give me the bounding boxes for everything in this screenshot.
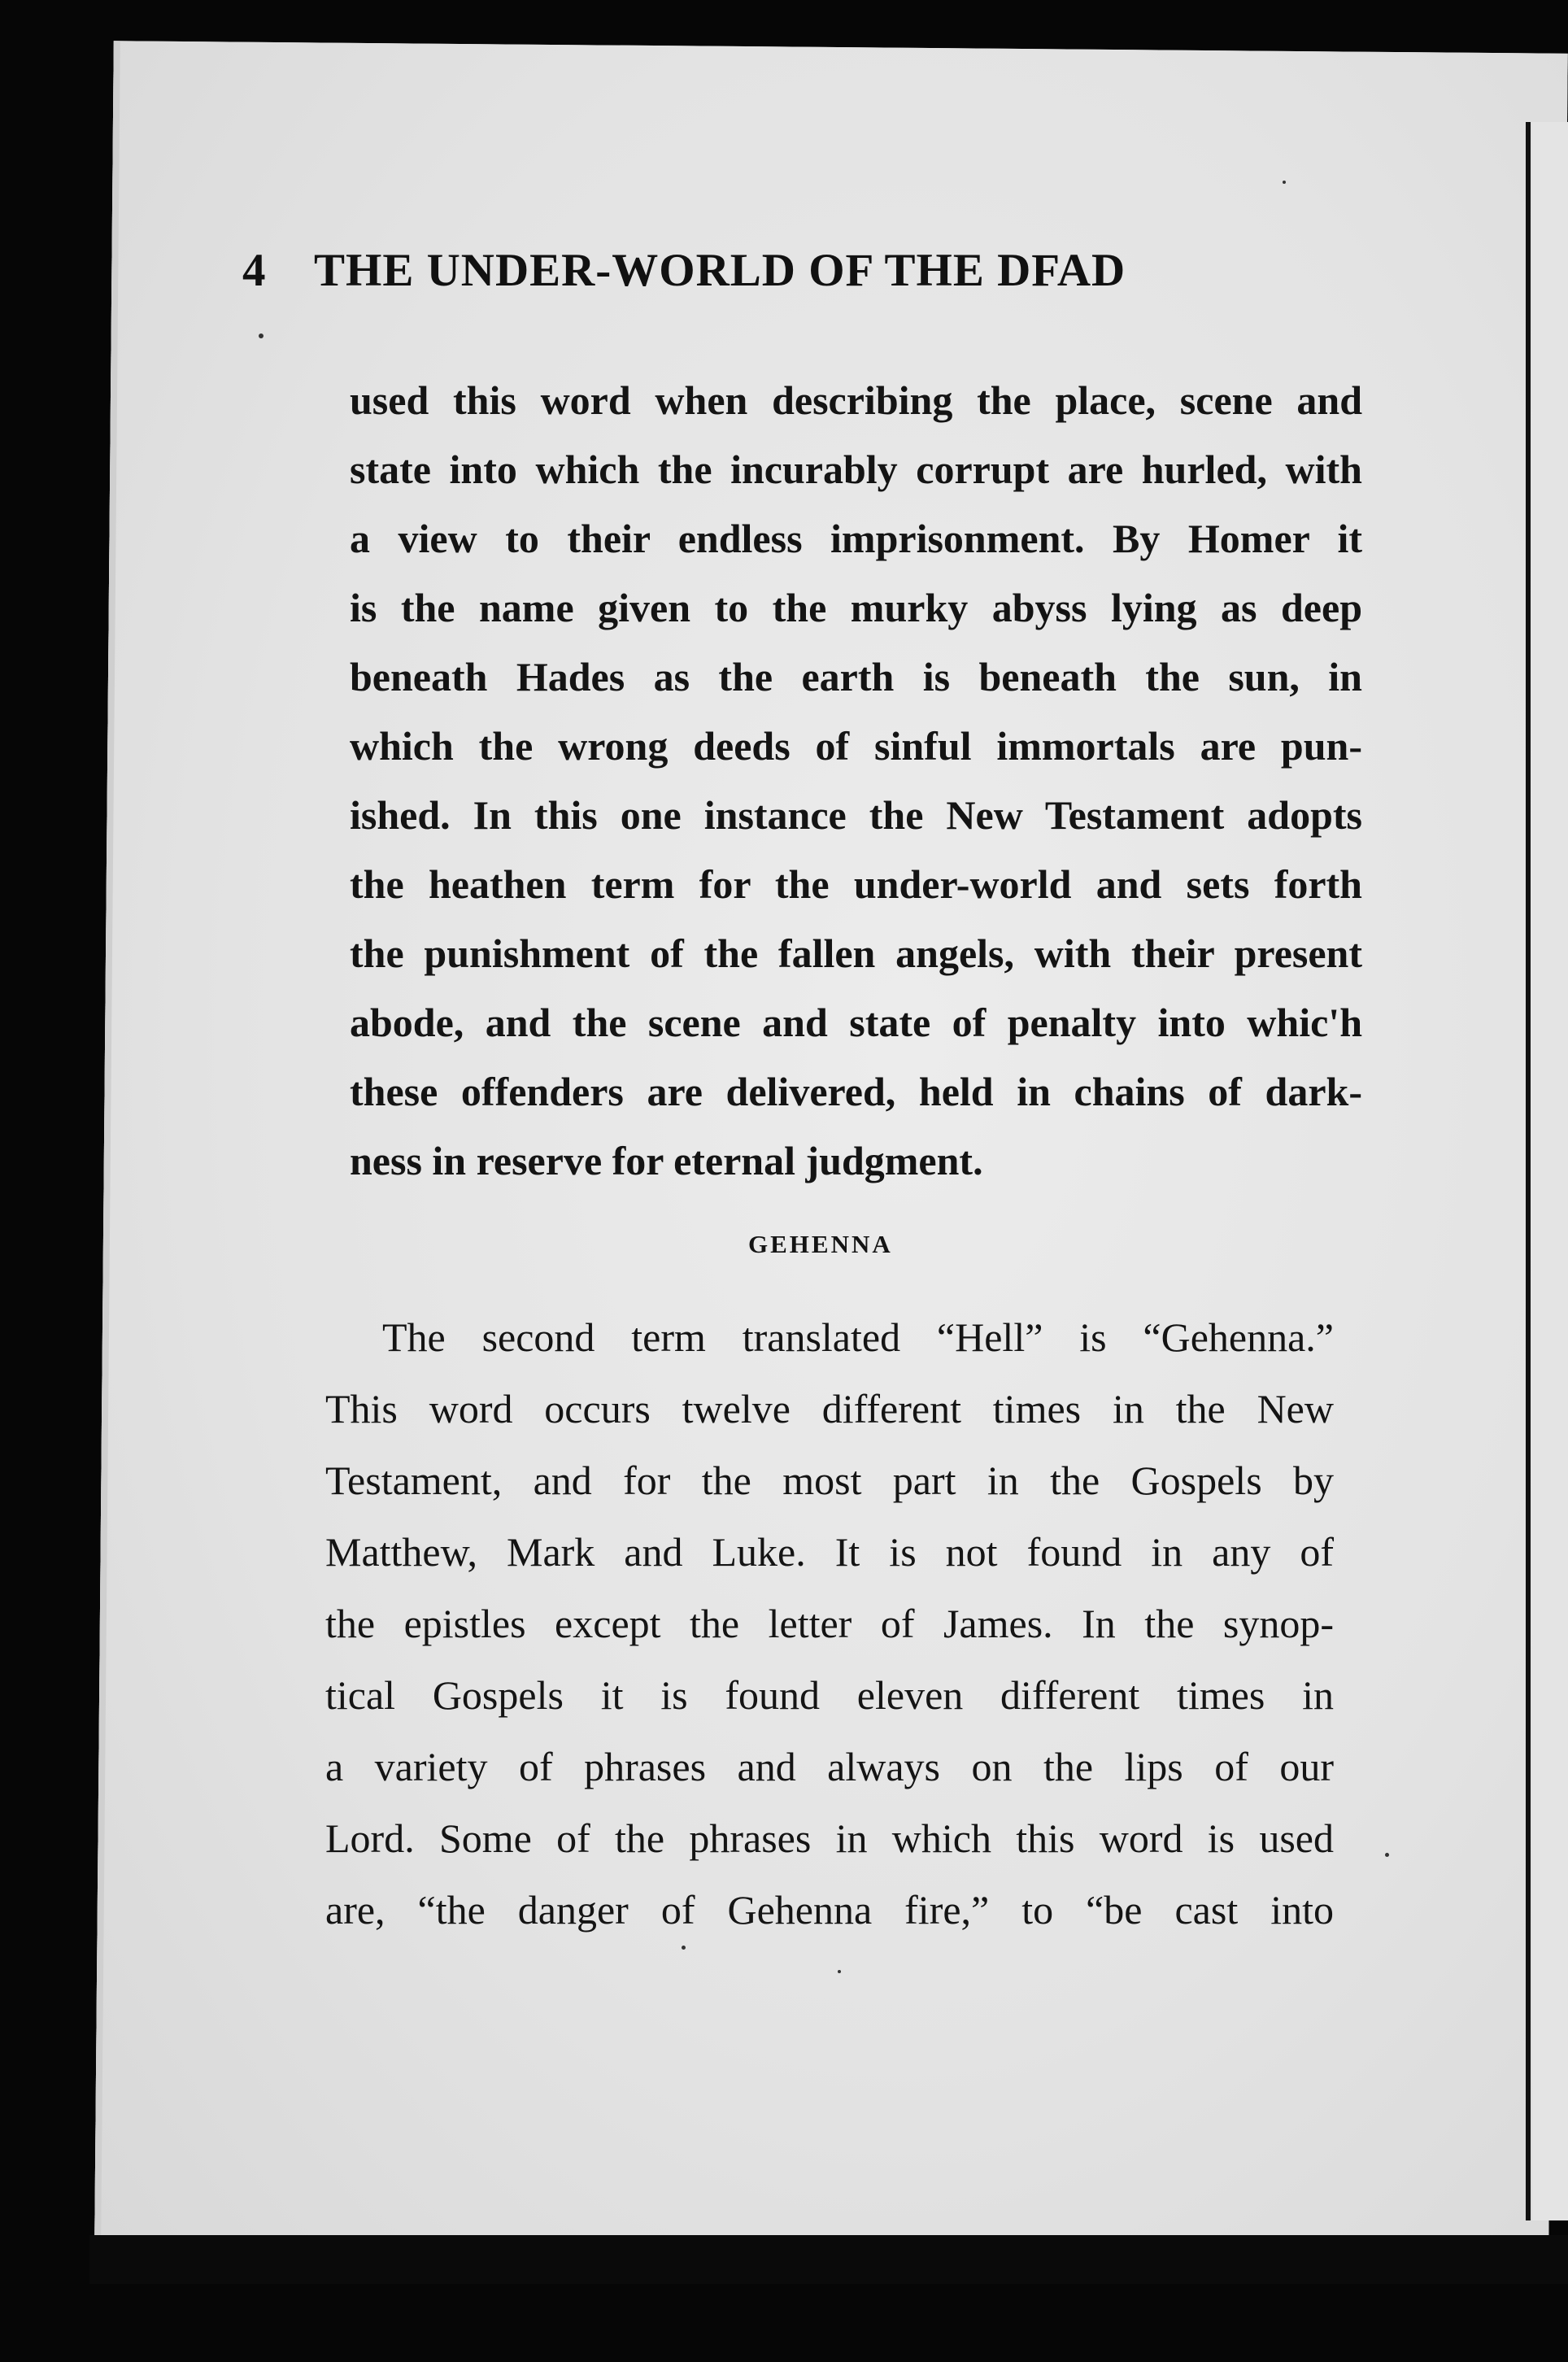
scan-speck xyxy=(1283,181,1286,184)
section-heading: GEHENNA xyxy=(748,1230,893,1258)
page-number: 4 xyxy=(242,245,267,296)
text-line: ished. In this one instance the New Testament adopts xyxy=(350,792,1362,838)
text-line: the epistles except the letter of James. In the synop- xyxy=(325,1601,1334,1646)
text-line: The second term translated “Hell” is “Gehenna.” xyxy=(382,1314,1334,1360)
text-line: these offenders are delivered, held in chains of dark- xyxy=(350,1069,1362,1114)
paragraph-1 xyxy=(350,366,1362,1196)
text-line: which the wrong deeds of sinful immortals are pun- xyxy=(350,723,1362,769)
text-line: the punishment of the fallen angels, with their present xyxy=(350,930,1362,976)
scan-speck xyxy=(682,1946,686,1950)
text-line: a view to their endless imprisonment. By Homer it xyxy=(350,516,1362,561)
text-line: This word occurs twelve different times in the New xyxy=(325,1386,1334,1432)
text-line: used this word when describing the place, scene and xyxy=(350,377,1362,423)
text-line: Matthew, Mark and Luke. It is not found in any of xyxy=(325,1529,1334,1575)
scan-speck xyxy=(838,1970,841,1973)
paragraph-2 xyxy=(325,1301,1334,1946)
facing-page-edge xyxy=(1532,122,1568,2220)
text-line: the heathen term for the under-world and sets forth xyxy=(350,861,1362,907)
running-title: THE UNDER-WORLD OF THE DFAD xyxy=(314,245,1126,296)
text-line: tical Gospels it is found eleven different times in xyxy=(325,1672,1334,1718)
text-line: ness in reserve for eternal judgment. xyxy=(350,1138,983,1183)
scan-border xyxy=(89,2235,1568,2284)
scan-speck xyxy=(1385,1853,1389,1857)
text-line: state into which the incurably corrupt are hurled, with xyxy=(350,447,1362,492)
text-line: are, “the danger of Gehenna fire,” to “be cast into xyxy=(325,1887,1334,1933)
text-line: a variety of phrases and always on the lips of our xyxy=(325,1744,1334,1789)
text-line: is the name given to the murky abyss lying as deep xyxy=(350,585,1362,630)
text-line: Lord. Some of the phrases in which this word is used xyxy=(325,1815,1334,1861)
text-line: abode, and the scene and state of penalty into whic'h xyxy=(350,1000,1362,1045)
page-edge xyxy=(94,41,120,2237)
scan-speck xyxy=(259,333,264,338)
running-header xyxy=(242,244,1300,297)
text-line: Testament, and for the most part in the Gospels by xyxy=(325,1458,1334,1503)
text-line: beneath Hades as the earth is beneath the sun, in xyxy=(350,654,1362,699)
facing-page-gutter xyxy=(1526,122,1531,2220)
